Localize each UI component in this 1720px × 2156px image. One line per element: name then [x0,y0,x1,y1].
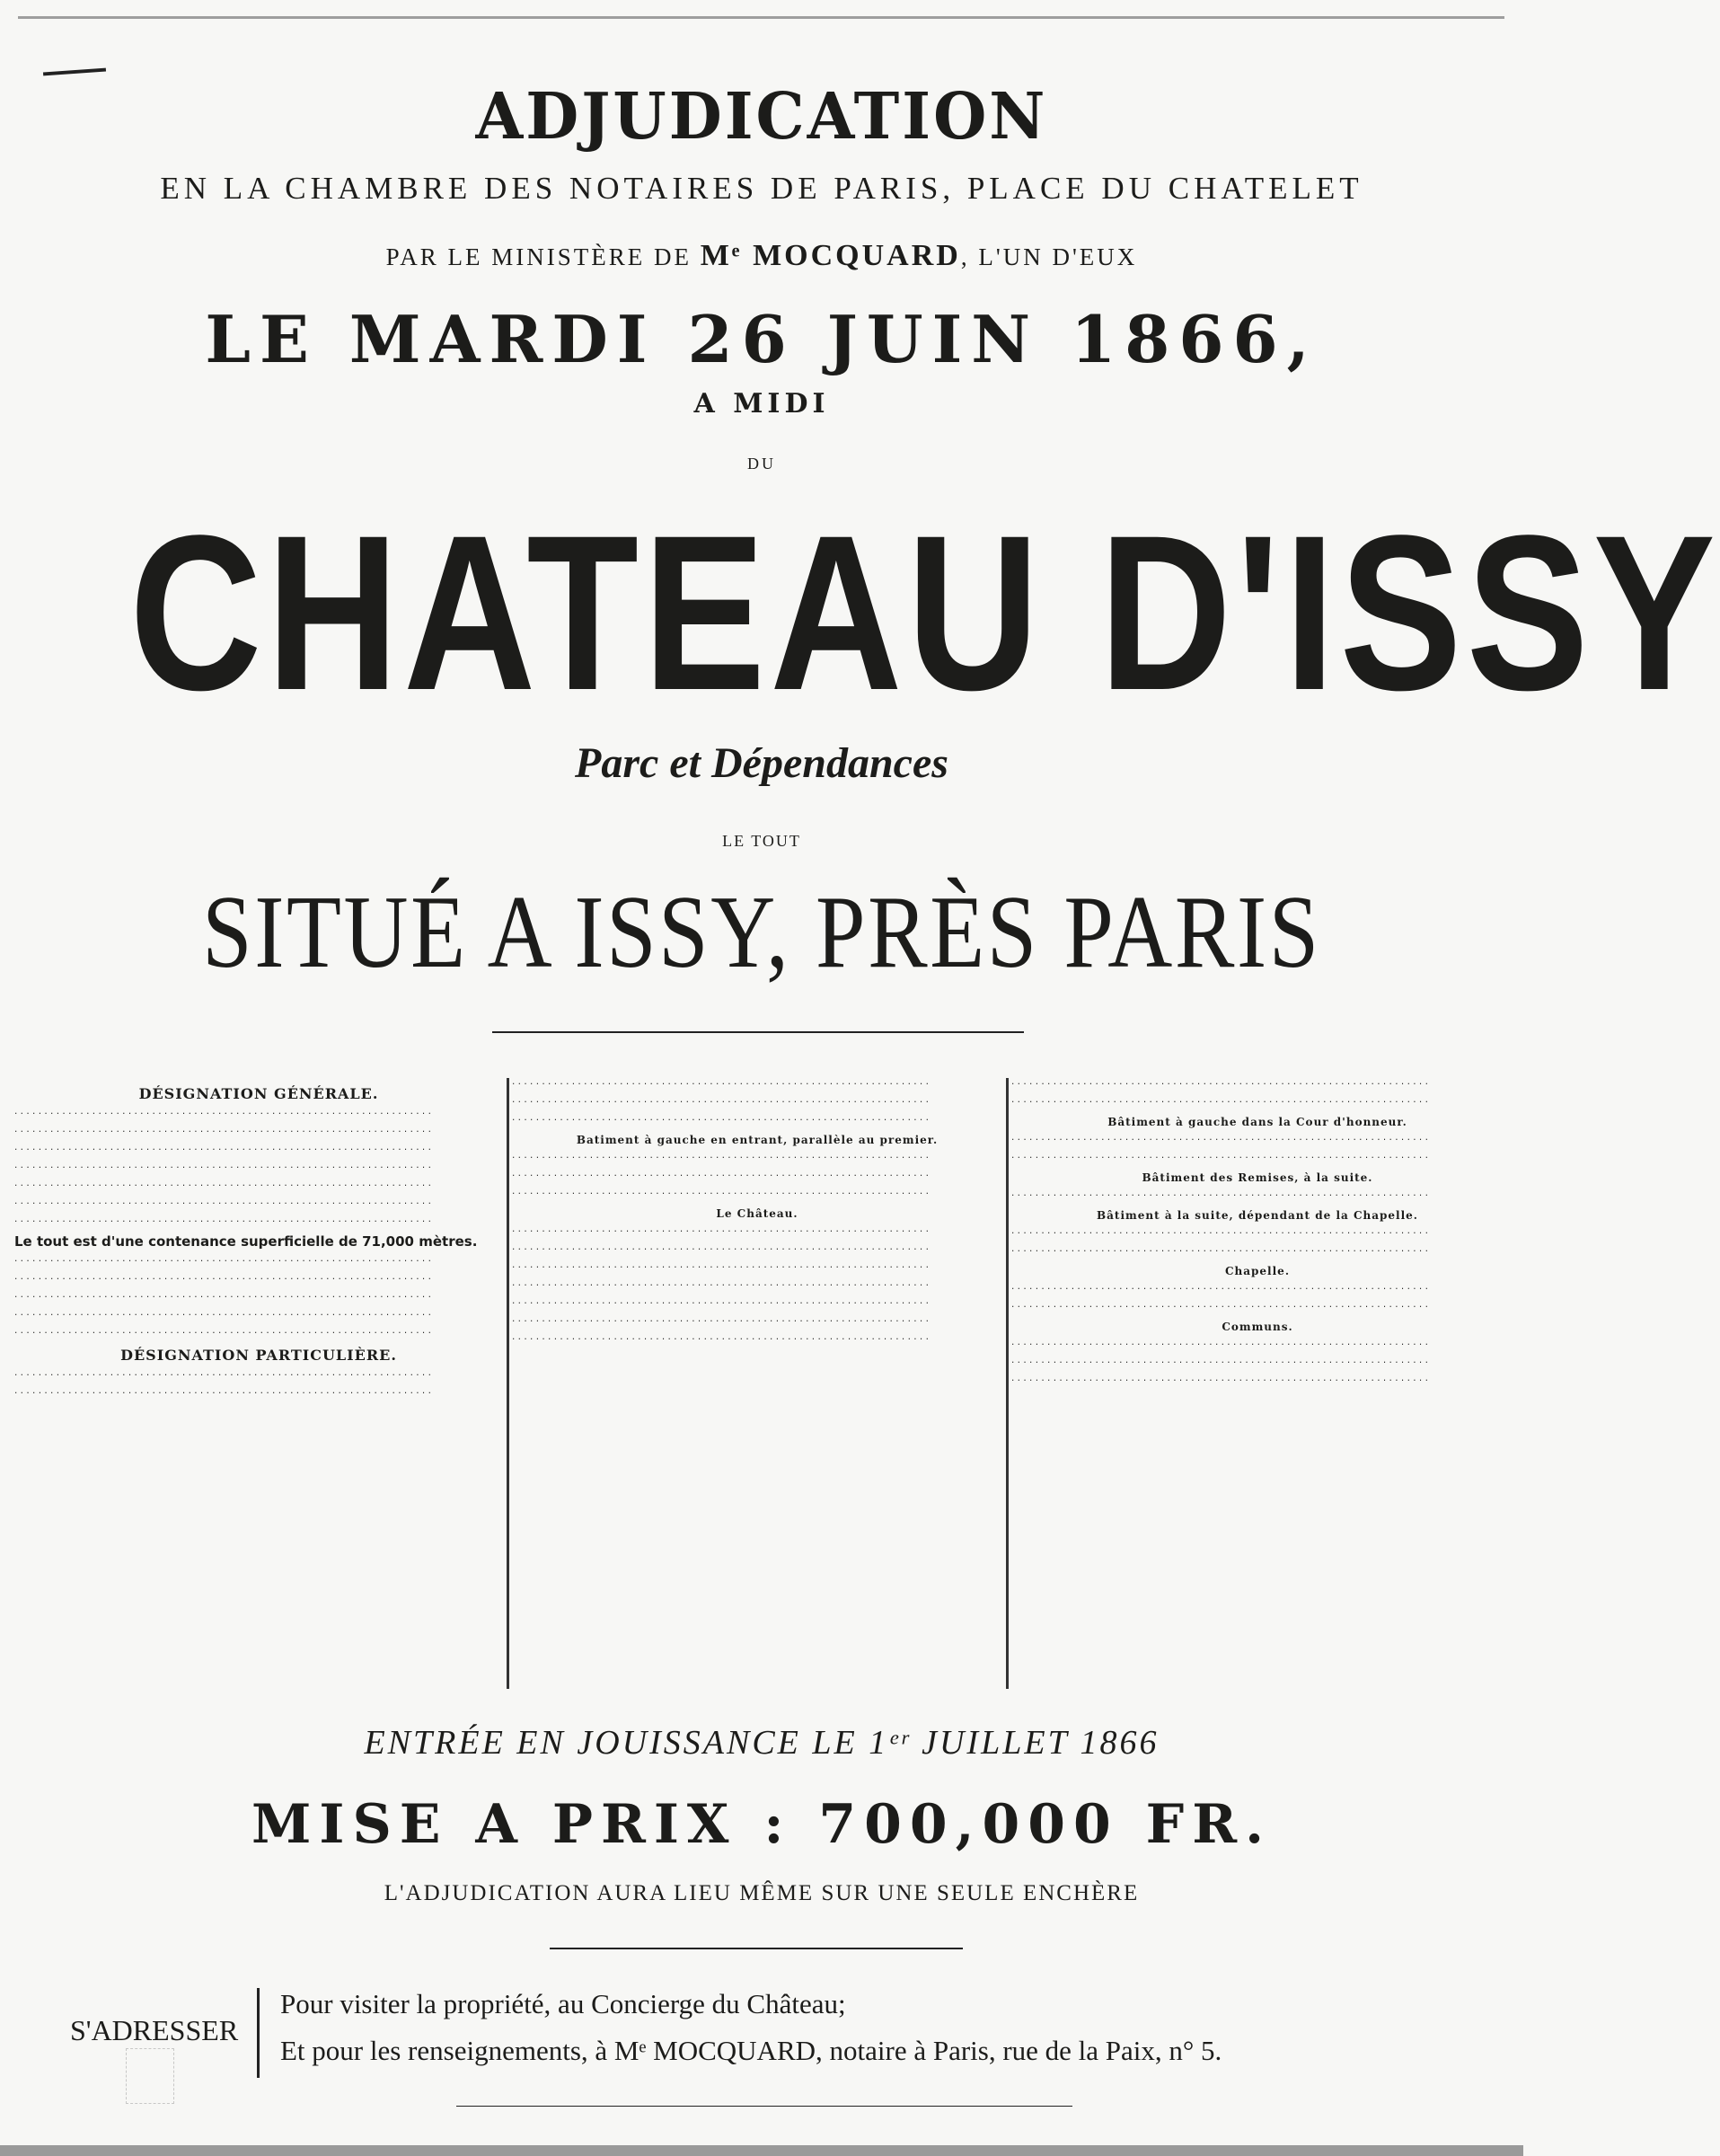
body-text: · · · · · · · · · · · · · · · · · · · · · · · · · · · · · · · · · · · · · · · · · · · · · · · · · · · · · · · · · · · · · · · · · · · · · · [512,1188,929,1199]
body-text: · · · · · · · · · · · · · · · · · · · · · · · · · · · · · · · · · · · · · · · · · · · · · · · · · · · · · · · · · · · · · · · · · · · · · · [1011,1339,1428,1350]
body-text: · · · · · · · · · · · · · · · · · · · · · · · · · · · · · · · · · · · · · · · · · · · · · · · · · · · · · · · · · · · · · · · · · · · · · · [1011,1375,1428,1386]
section-heading: Communs. [1222,1321,1293,1333]
contact-label: S'ADRESSER [70,2014,239,2046]
section-heading: Bâtiment à la suite, dépendant de la Chapelle. [1097,1209,1418,1222]
property-name: CHATEAU D'ISSY [129,490,1720,737]
body-text: · · · · · · · · · · · · · · · · · · · · · · · · · · · · · · · · · · · · · · · · · · · · · · · · · · · · · · · · · · · · · · · · · · · · · · [1011,1153,1428,1163]
auction-place: EN LA CHAMBRE DES NOTAIRES DE PARIS, PLACE DU CHATELET [160,171,1363,206]
body-text: · · · · · · · · · · · · · · · · · · · · · · · · · · · · · · · · · · · · · · · · · · · · · · · · · · · · · · · · · · · · · · · · · · · · · · [14,1292,431,1303]
notary-name: Mᵉ MOCQUARD [700,239,961,272]
body-text: · · · · · · · · · · · · · · · · · · · · · · · · · · · · · · · · · · · · · · · · · · · · · · · · · · · · · · · · · · · · · · · · · · · · · · [512,1115,929,1126]
body-text: · · · · · · · · · · · · · · · · · · · · · · · · · · · · · · · · · · · · · · · · · · · · · · · · · · · · · · · · · · · · · · · · · · · · · · [1011,1228,1428,1239]
body-text: · · · · · · · · · · · · · · · · · · · · · · · · · · · · · · · · · · · · · · · · · · · · · · · · · · · · · · · · · · · · · · · · · · · · · · [14,1256,431,1267]
body-text: · · · · · · · · · · · · · · · · · · · · · · · · · · · · · · · · · · · · · · · · · · · · · · · · · · · · · · · · · · · · · · · · · · · · · · [512,1171,929,1181]
le-tout-label: LE TOUT [722,832,801,850]
body-text: · · · · · · · · · · · · · · · · · · · · · · · · · · · · · · · · · · · · · · · · · · · · · · · · · · · · · · · · · · · · · · · · · · · · · · [1011,1284,1428,1294]
body-text: · · · · · · · · · · · · · · · · · · · · · · · · · · · · · · · · · · · · · · · · · · · · · · · · · · · · · · · · · · · · · · · · · · · · · · [14,1388,431,1399]
ministry-post: , L'UN D'EUX [960,243,1138,270]
contact-line-info: Et pour les renseignements, à Mᵉ MOCQUARD, notaire à Paris, rue de la Paix, n° 5. [280,2035,1222,2066]
body-text: · · · · · · · · · · · · · · · · · · · · · · · · · · · · · · · · · · · · · · · · · · · · · · · · · · · · · · · · · · · · · · · · · · · · · · [512,1334,929,1345]
body-text: · · · · · · · · · · · · · · · · · · · · · · · · · · · · · · · · · · · · · · · · · · · · · · · · · · · · · · · · · · · · · · · · · · · · · · [1011,1079,1428,1090]
scan-edge [0,2145,1523,2156]
body-text: · · · · · · · · · · · · · · · · · · · · · · · · · · · · · · · · · · · · · · · · · · · · · · · · · · · · · · · · · · · · · · · · · · · · · · [14,1198,431,1209]
body-text: · · · · · · · · · · · · · · · · · · · · · · · · · · · · · · · · · · · · · · · · · · · · · · · · · · · · · · · · · · · · · · · · · · · · · · [14,1216,431,1227]
auction-time: A MIDI [693,388,830,420]
body-text: · · · · · · · · · · · · · · · · · · · · · · · · · · · · · · · · · · · · · · · · · · · · · · · · · · · · · · · · · · · · · · · · · · · · · · [14,1310,431,1321]
body-text: · · · · · · · · · · · · · · · · · · · · · · · · · · · · · · · · · · · · · · · · · · · · · · · · · · · · · · · · · · · · · · · · · · · · · · [512,1262,929,1273]
body-text: · · · · · · · · · · · · · · · · · · · · · · · · · · · · · · · · · · · · · · · · · · · · · · · · · · · · · · · · · · · · · · · · · · · · · · [14,1109,431,1119]
contact-line-visit: Pour visiter la propriété, au Concierge du Château; [280,1988,846,2019]
body-text: · · · · · · · · · · · · · · · · · · · · · · · · · · · · · · · · · · · · · · · · · · · · · · · · · · · · · · · · · · · · · · · · · · · · · · [1011,1246,1428,1257]
body-text: · · · · · · · · · · · · · · · · · · · · · · · · · · · · · · · · · · · · · · · · · · · · · · · · · · · · · · · · · · · · · · · · · · · · · · [512,1153,929,1163]
contact-block [0,1981,1523,2089]
poster-title: ADJUDICATION [475,79,1048,155]
section-heading: Le Château. [716,1207,798,1220]
ink-mark [43,68,106,76]
body-text: · · · · · · · · · · · · · · · · · · · · · · · · · · · · · · · · · · · · · · · · · · · · · · · · · · · · · · · · · · · · · · · · · · · · · · [512,1244,929,1255]
divider-rule [492,1031,1024,1033]
body-text: · · · · · · · · · · · · · · · · · · · · · · · · · · · · · · · · · · · · · · · · · · · · · · · · · · · · · · · · · · · · · · · · · · · · · · [14,1328,431,1339]
body-text: · · · · · · · · · · · · · · · · · · · · · · · · · · · · · · · · · · · · · · · · · · · · · · · · · · · · · · · · · · · · · · · · · · · · · · [14,1144,431,1155]
section-heading: DÉSIGNATION GÉNÉRALE. [138,1085,379,1102]
body-text: · · · · · · · · · · · · · · · · · · · · · · · · · · · · · · · · · · · · · · · · · · · · · · · · · · · · · · · · · · · · · · · · · · · · · · [1011,1135,1428,1145]
auction-date: LE MARDI 26 JUIN 1866, [205,301,1319,377]
text-column-2 [512,1078,1002,1689]
contact-brace [257,1988,260,2078]
body-text: · · · · · · · · · · · · · · · · · · · · · · · · · · · · · · · · · · · · · · · · · · · · · · · · · · · · · · · · · · · · · · · · · · · · · · [1011,1190,1428,1201]
body-text: · · · · · · · · · · · · · · · · · · · · · · · · · · · · · · · · · · · · · · · · · · · · · · · · · · · · · · · · · · · · · · · · · · · · · · [14,1127,431,1137]
ministry-line [0,239,1523,273]
body-text: · · · · · · · · · · · · · · · · · · · · · · · · · · · · · · · · · · · · · · · · · · · · · · · · · · · · · · · · · · · · · · · · · · · · · · [512,1280,929,1291]
body-text: · · · · · · · · · · · · · · · · · · · · · · · · · · · · · · · · · · · · · · · · · · · · · · · · · · · · · · · · · · · · · · · · · · · · · · [1011,1097,1428,1108]
body-text: · · · · · · · · · · · · · · · · · · · · · · · · · · · · · · · · · · · · · · · · · · · · · · · · · · · · · · · · · · · · · · · · · · · · · · [512,1079,929,1090]
column-divider [507,1078,509,1689]
starting-price: MISE A PRIX : 700,000 FR. [251,1793,1272,1856]
body-text: · · · · · · · · · · · · · · · · · · · · · · · · · · · · · · · · · · · · · · · · · · · · · · · · · · · · · · · · · · · · · · · · · · · · · · [14,1162,431,1173]
printer-rule [456,2106,1072,2107]
du-label: DU [747,455,776,473]
stamp-mark [126,2048,174,2104]
section-heading: Bâtiment à gauche dans la Cour d'honneur. [1107,1116,1407,1128]
surface-line: Le tout est d'une contenance superficielle de 71,000 mètres. [14,1233,478,1250]
body-text: · · · · · · · · · · · · · · · · · · · · · · · · · · · · · · · · · · · · · · · · · · · · · · · · · · · · · · · · · · · · · · · · · · · · · · [1011,1357,1428,1368]
section-heading: Chapelle. [1224,1265,1290,1277]
top-border [18,16,1504,31]
body-text: · · · · · · · · · · · · · · · · · · · · · · · · · · · · · · · · · · · · · · · · · · · · · · · · · · · · · · · · · · · · · · · · · · · · · · [512,1097,929,1108]
body-text: · · · · · · · · · · · · · · · · · · · · · · · · · · · · · · · · · · · · · · · · · · · · · · · · · · · · · · · · · · · · · · · · · · · · · · [512,1226,929,1237]
property-subtitle: Parc et Dépendances [575,739,948,787]
body-text: · · · · · · · · · · · · · · · · · · · · · · · · · · · · · · · · · · · · · · · · · · · · · · · · · · · · · · · · · · · · · · · · · · · · · · [1011,1302,1428,1312]
text-column-3 [1011,1078,1504,1689]
ministry-pre: PAR LE MINISTÈRE DE [385,243,692,270]
property-location: SITUÉ A ISSY, PRÈS PARIS [202,875,1321,990]
body-text: · · · · · · · · · · · · · · · · · · · · · · · · · · · · · · · · · · · · · · · · · · · · · · · · · · · · · · · · · · · · · · · · · · · · · · [14,1370,431,1381]
body-text: · · · · · · · · · · · · · · · · · · · · · · · · · · · · · · · · · · · · · · · · · · · · · · · · · · · · · · · · · · · · · · · · · · · · · · [512,1298,929,1309]
auction-note: L'ADJUDICATION AURA LIEU MÊME SUR UNE SEULE ENCHÈRE [384,1881,1140,1905]
divider-rule [550,1948,963,1949]
section-heading: Bâtiment des Remises, à la suite. [1142,1171,1373,1184]
body-text: · · · · · · · · · · · · · · · · · · · · · · · · · · · · · · · · · · · · · · · · · · · · · · · · · · · · · · · · · · · · · · · · · · · · · · [512,1316,929,1327]
column-divider [1006,1078,1009,1689]
section-heading: Batiment à gauche en entrant, parallèle au premier. [576,1134,939,1146]
body-text: · · · · · · · · · · · · · · · · · · · · · · · · · · · · · · · · · · · · · · · · · · · · · · · · · · · · · · · · · · · · · · · · · · · · · · [14,1274,431,1285]
entry-date: ENTRÉE EN JOUISSANCE LE 1ᵉʳ JUILLET 1866 [364,1724,1160,1762]
text-column-1 [14,1078,503,1689]
body-text: · · · · · · · · · · · · · · · · · · · · · · · · · · · · · · · · · · · · · · · · · · · · · · · · · · · · · · · · · · · · · · · · · · · · · · [14,1180,431,1191]
section-heading: DÉSIGNATION PARTICULIÈRE. [120,1347,397,1364]
